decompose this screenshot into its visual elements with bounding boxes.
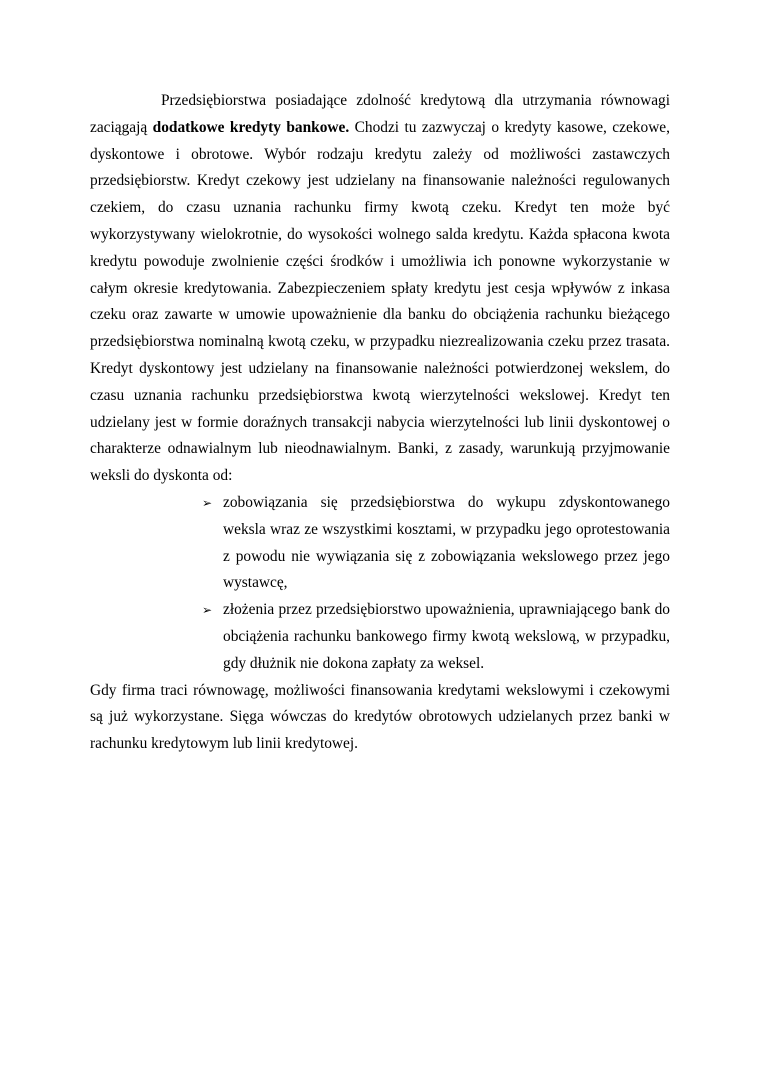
list-item [200, 490, 670, 597]
paragraph-1-lead: Przedsiębiorstwa posiadające zdolność kredytową dla utrzymania równowagi zaciągają [90, 92, 670, 136]
paragraph-1-bold-phrase: dodatkowe kredyty bankowe. [152, 118, 350, 136]
bullet-list [90, 490, 670, 678]
bullet-text: złożenia przez przedsiębiorstwo upoważnienia, uprawniającego bank do obciążenia rachunku bankowego firmy kwotą wekslową, w przypadku, gdy dłużnik nie dokona zapłaty za weksel. [223, 601, 670, 672]
document-page [90, 88, 670, 758]
paragraph-2: Gdy firma traci równowagę, możliwości finansowania kredytami wekslowymi i czekowymi są już wykorzystane. Sięga wówczas do kredytów obrotowych udzielanych przez banki w rachunku kredytowym lub linii kredytowej. [90, 681, 670, 753]
arrow-bullet-icon: ➢ [202, 495, 213, 510]
bullet-text: zobowiązania się przedsiębiorstwa do wykupu zdyskontowanego weksla wraz ze wszystkimi kosztami, w przypadku jego oprotestowania z powodu nie wywiązania się z zobowiązania wekslowego przez jego wystawcę, [223, 493, 670, 592]
list-item [200, 597, 670, 677]
paragraph-1 [90, 88, 670, 490]
arrow-bullet-icon: ➢ [202, 603, 213, 618]
paragraph-1-body: Chodzi tu zazwyczaj o kredyty kasowe, czekowe, dyskontowe i obrotowe. Wybór rodzaju kredytu zależy od możliwości zastawczych przedsiębiorstw. Kredyt czekowy jest udzielany na finansowanie należności regulowanych czekiem, do czasu uznania rachunku firmy kwotą czeku. Kredyt ten może być wykorzystywany wielokrotnie, do wysokości wolnego salda kredytu. Każda spłacona kwota kredytu powoduje zwolnienie części środków i umożliwia ich ponowne wykorzystanie w całym okresie kredytowania. Zabezpieczeniem spłaty kredytu jest cesja wpływów z inkasa czeku oraz zawarte w umowie upoważnienie dla banku do obciążenia rachunku bieżącego przedsiębiorstwa nominalną kwotą czeku, w przypadku niezrealizowania czeku przez trasata. Kredyt dyskontowy jest udzielany na finansowanie należności potwierdzonej wekslem, do czasu uznania rachunku przedsiębiorstwa kwotą wierzytelności wekslowej. Kredyt ten udzielany jest w formie doraźnych transakcji nabycia wierzytelności lub linii dyskontowej o charakterze odnawialnym lub nieodnawialnym. Banki, z zasady, warunkują przyjmowanie weksli do dyskonta od: [90, 118, 670, 485]
